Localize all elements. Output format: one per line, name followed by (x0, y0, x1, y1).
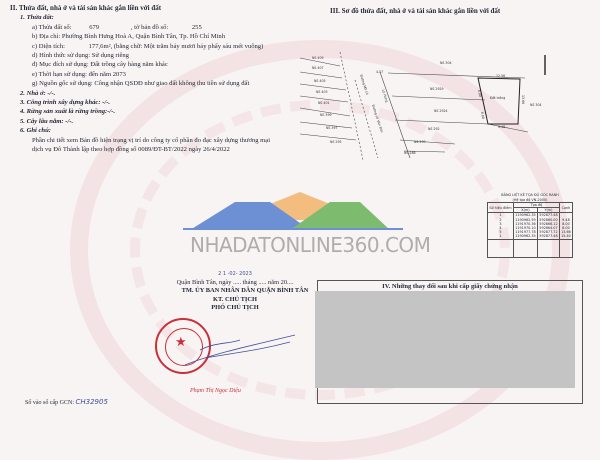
parcel-label: NS 2929 (430, 87, 444, 91)
dimension-label: 4.57 (376, 70, 384, 74)
forest: 4. Rừng sản xuất là rừng trồng:-/-. (20, 108, 116, 116)
house-roofs-icon (180, 190, 405, 230)
table-cell-p: 4 (488, 226, 514, 230)
map-label: , tờ bản đồ số: (130, 23, 169, 31)
area-label: c) Diện tích: (32, 42, 65, 50)
parcel-line (488, 124, 528, 132)
parcel-label: NS 399 (320, 113, 332, 117)
perennial: 5. Cây lâu năm: -/-. (20, 117, 74, 125)
signer-name: Phạm Thị Ngọc Diệu (190, 388, 241, 394)
kt-chairman: KT. CHỦ TỊCH (213, 295, 257, 303)
section4-title: IV. Những thay đổi sau khi cấp giấy chứng nhận (382, 283, 518, 290)
dimension-label: 8.00 (477, 89, 483, 98)
parcel-label: NS 288 (404, 151, 416, 155)
gcn-number: CH32905 (75, 398, 108, 406)
term: e) Thời hạn sử dụng: đến năm 2073 (32, 70, 126, 78)
header-coords: Tọa độ (513, 203, 559, 208)
organization: TM. ỦY BAN NHÂN DÂN QUẬN BÌNH TÂN (181, 287, 309, 295)
signature-block (150, 270, 320, 313)
notes-heading: 6. Ghi chú: (20, 127, 51, 135)
star-icon: ★ (175, 334, 187, 349)
dimension-label: 12.56 (496, 74, 506, 78)
section-land-info (10, 4, 295, 155)
parcel-label: NS 290 (414, 140, 426, 144)
table-cell-e: 13.66 (561, 230, 571, 235)
empty-land-label: Đất trống (490, 96, 506, 100)
parcel-line (395, 120, 488, 124)
parcel-label: NS 407 (312, 66, 324, 70)
land-heading: 1. Thửa đất: (20, 14, 54, 22)
handwritten-signature (180, 330, 300, 370)
header-y: Y(m) (538, 208, 560, 213)
purpose: đ) Mục đích sử dụng: Đất trồng cây hàng năm khác (32, 61, 168, 69)
parcel-label: NS 397 (326, 126, 338, 130)
street-label: Đường số Văn Đức (371, 104, 384, 134)
table-cell-y: 592877.48 (539, 213, 558, 218)
street-label: Đường Mã Lò (359, 74, 370, 96)
area-value: 177,6m², (bằng chữ: Một trăm bảy mươi bảy phẩy sáu mét vuông) (88, 42, 264, 50)
table-cell-p: 1 (488, 213, 514, 218)
table-cell-e: 8.00 (559, 222, 572, 226)
header-edge: Cạnh (559, 203, 572, 213)
parcel-label: NS 403 (316, 90, 328, 94)
use-form: d) Hình thức sử dụng: Sử dụng riêng (32, 52, 129, 60)
parcel-label: a) Thửa đất số: (32, 23, 72, 31)
vice-chairman: PHÓ CHỦ TỊCH (211, 304, 259, 312)
table-cell-e: 8.00 (559, 226, 572, 230)
table-cell-p: 3 (488, 222, 514, 226)
parcel-label: NS 409 (312, 56, 324, 60)
place-date: Quận Bình Tân, ngày ..... tháng ..... năm 20.... (176, 278, 294, 286)
table-cell-y: 592866.12 (539, 221, 558, 226)
table-caption: BẢNG LIỆT KÊ TỌA ĐỘ GÓC RANH (501, 193, 559, 197)
parcel-number: 679 (89, 23, 100, 31)
parcel-line (300, 72, 342, 78)
parcel-label: NS 405 (314, 79, 326, 83)
table-cell-x: 1190962.35 (515, 234, 536, 239)
section2-title: II. Thửa đất, nhà ở và tài sản khác gắn liền với đất (10, 4, 162, 12)
table-cell-x: 1191970.36 (515, 221, 536, 226)
parcel-label: NS 295 (330, 140, 342, 144)
parcel-line (392, 96, 485, 100)
table-cell-y: 592860.00 (539, 217, 558, 222)
table-cell-x: 1191970.10 (515, 226, 536, 231)
redacted-area (315, 291, 575, 388)
header-point: Số hiệu điểm (488, 203, 514, 213)
coordinate-table (487, 193, 573, 258)
table-cell-p: 5 (488, 230, 514, 234)
table-cell-e: 9.48 (559, 218, 572, 222)
table-cell-e: 15.40 (561, 234, 571, 239)
parcel-label: NS 401 (318, 101, 330, 105)
parcel-label: NS 304 (530, 103, 542, 107)
area-row (10, 42, 295, 51)
parcel-row (10, 23, 295, 32)
parcel-line (400, 140, 455, 144)
map-number: 255 (191, 23, 202, 31)
parcel-label: NS 2924 (434, 109, 448, 113)
parcel-line (300, 134, 356, 140)
address: b) Địa chỉ: Phường Bình Hưng Hoà A, Quận Bình Tân, Tp. Hồ Chí Minh (32, 33, 225, 41)
street-line (340, 52, 363, 160)
table-cell-y: 592877.48 (539, 234, 558, 239)
table-cell-p: 2 (488, 218, 514, 222)
header-x: X(m) (513, 208, 537, 213)
table-cell-y: 592877.72 (539, 230, 558, 235)
table-cell-y: 592864.07 (539, 226, 558, 231)
dimension-label: 9.48 (498, 125, 506, 129)
gcn-registry (25, 398, 108, 406)
dimension-label: 8.00 (480, 111, 486, 120)
origin: g) Nguồn gốc sử dụng: Công nhận QSDĐ như giao đất không thu tiền sử dụng đất (32, 80, 250, 88)
watermark-text: NHADATONLINE360.COM (190, 233, 431, 257)
table-cell-x: 1190962.35 (515, 213, 536, 218)
notes-text: Phần chi tiết xem Bản đồ hiện trạng vị trí do công ty cổ phần đo đạc xây dựng thương mại dịch vụ Đô Thành lập theo hợp đồng số 0089/ĐT-BT/2022 ngày 26/4/2022 (32, 136, 271, 154)
dimension-label: 13.66 (521, 95, 525, 105)
street-line (380, 72, 410, 158)
parcel-diagram (300, 40, 600, 170)
table-cell-x: 1190962.59 (515, 217, 536, 222)
parcel-label: NS 292 (428, 127, 440, 131)
gcn-label: Số vào sổ cấp GCN: (25, 400, 74, 406)
parcel-label: NS 304 (440, 61, 452, 65)
stamped-date: 2 1 -02- 2023 (218, 271, 252, 277)
section3-title: III. Sơ đồ thửa đất, nhà ở và tài sản khác gắn liền với đất (330, 7, 501, 15)
table-cell-x: 1191977.78 (515, 230, 536, 235)
other-construction: 3. Công trình xây dựng khác: -/-. (20, 99, 111, 107)
table-cell-p: 1 (488, 234, 514, 239)
house: 2. Nhà ở: -/-. (20, 89, 56, 97)
street-label: Lô Hưng (381, 89, 389, 103)
table-subcaption: (Hệ tọa độ VN-2000) (512, 197, 548, 202)
watermark-logo (190, 233, 430, 257)
